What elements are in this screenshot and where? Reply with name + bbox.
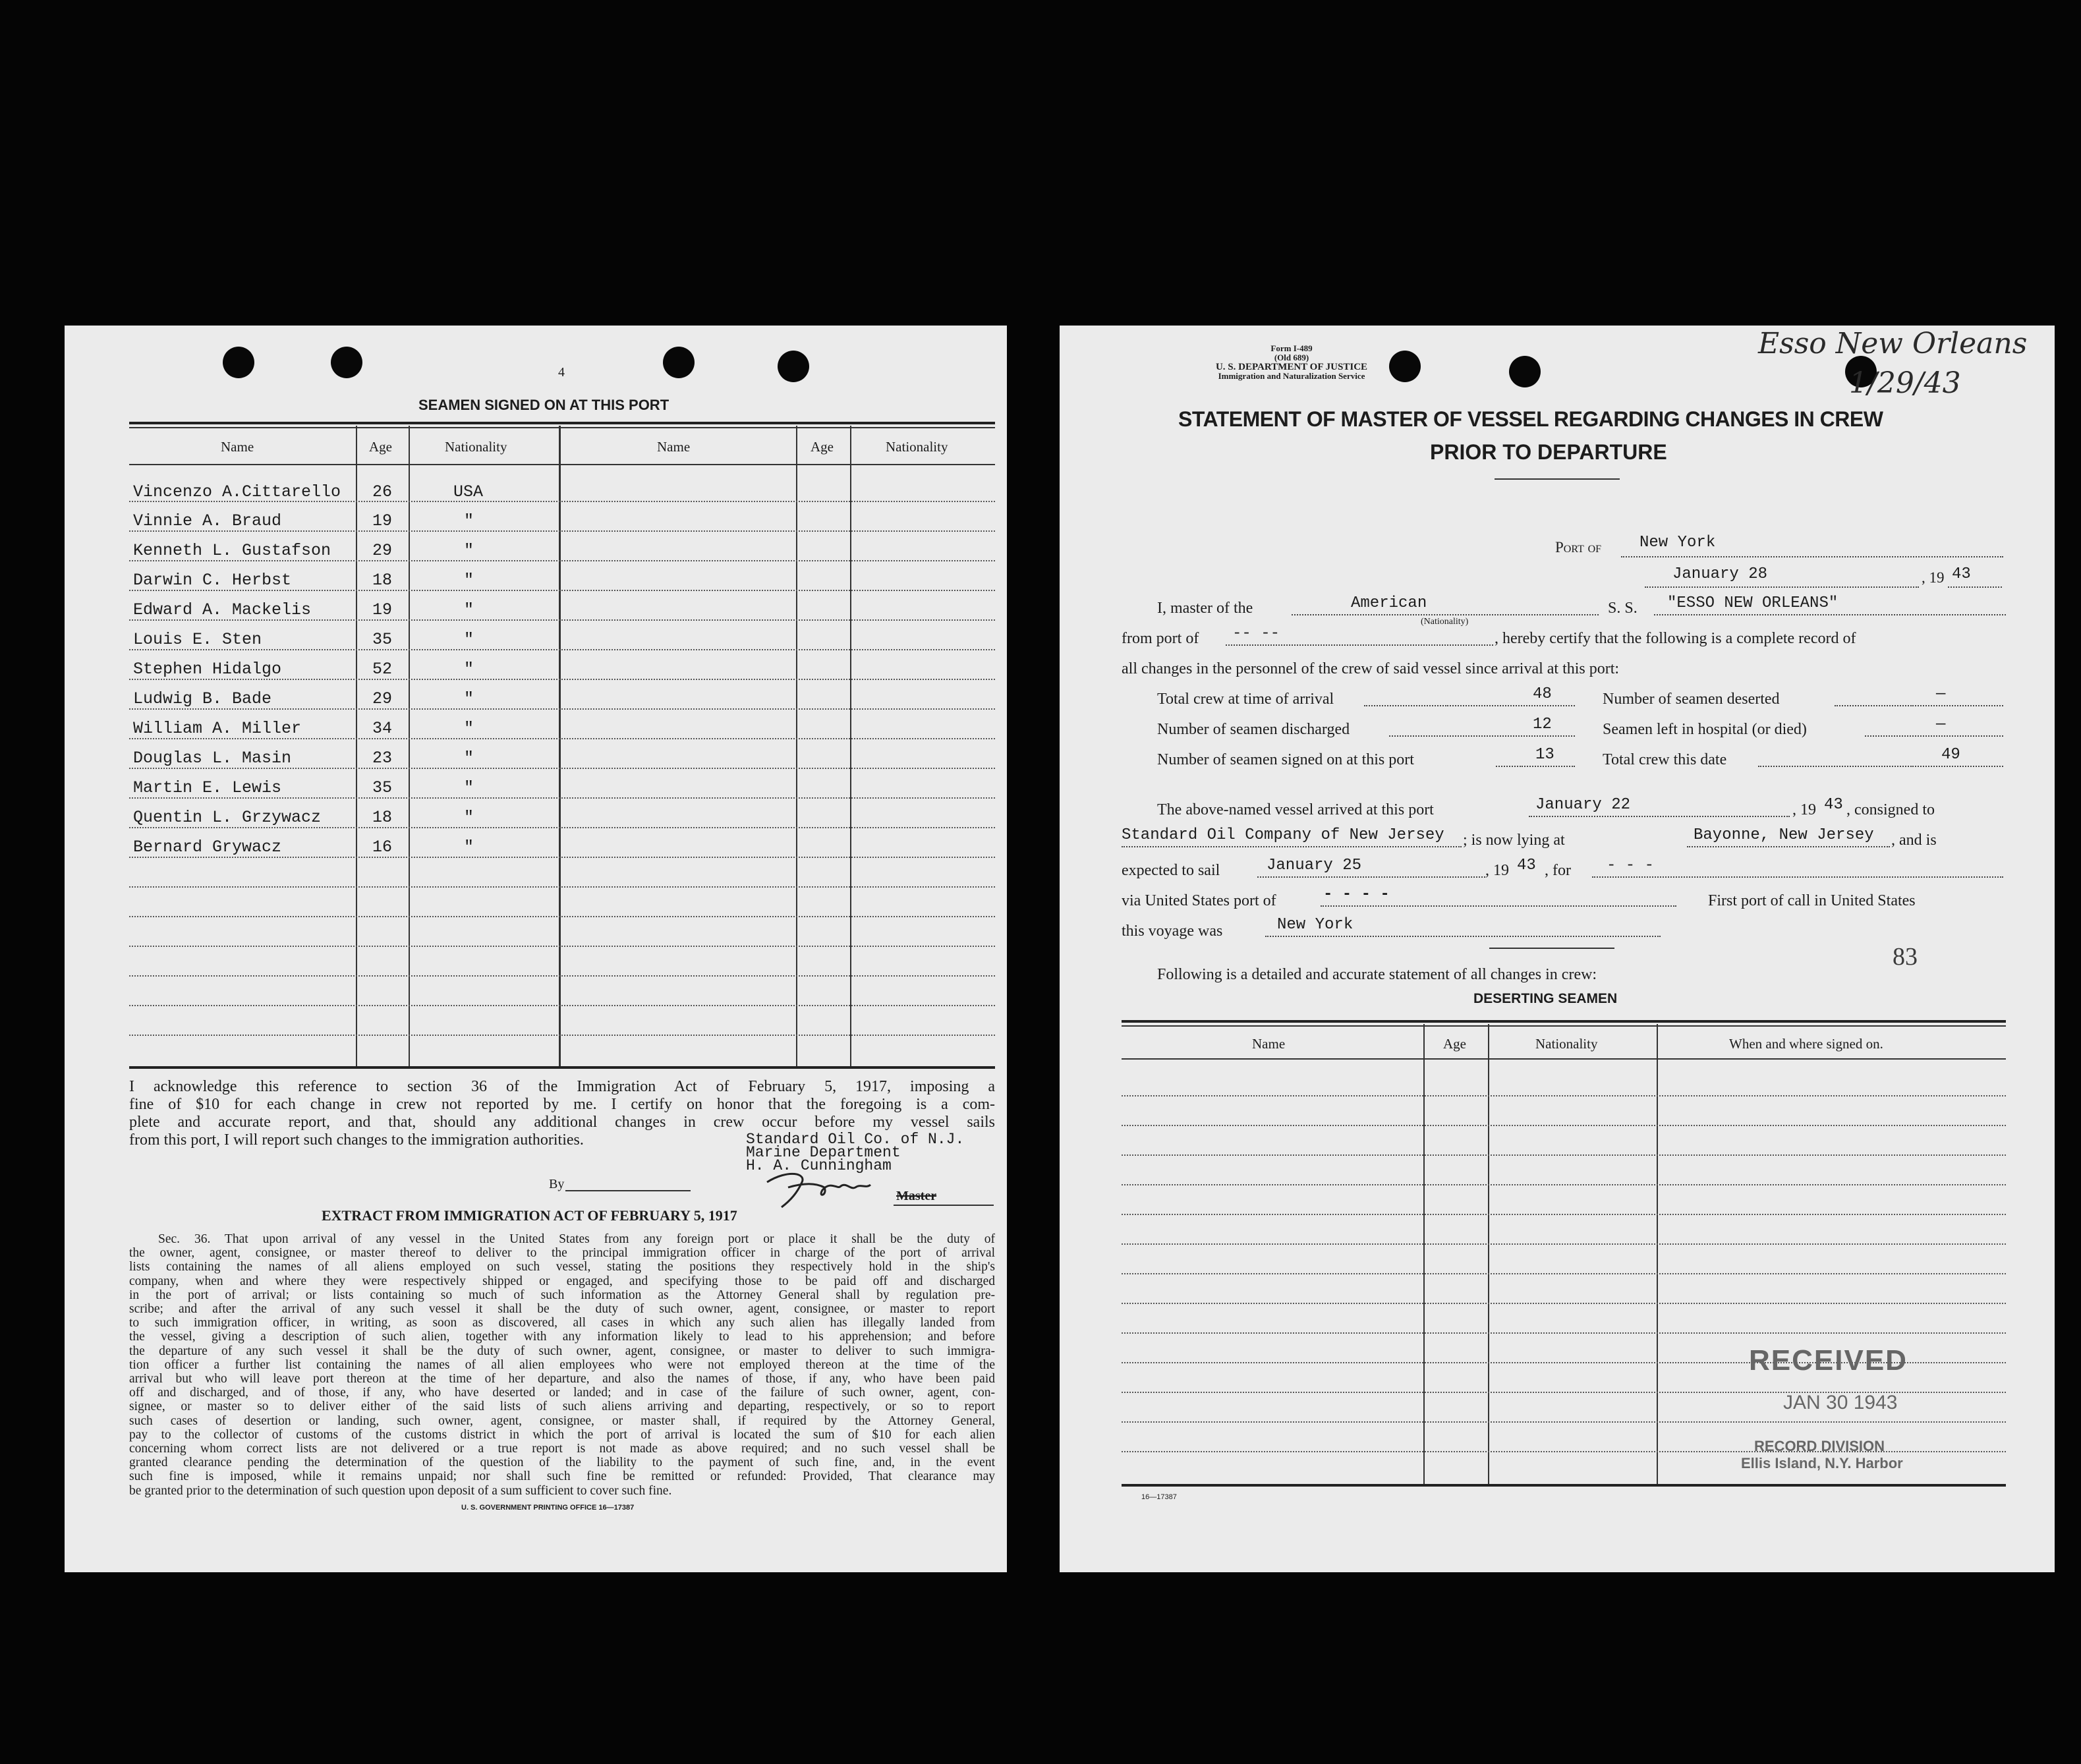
row-line: [1122, 1095, 2006, 1096]
column-divider: [1488, 1024, 1489, 1485]
row-line: [129, 679, 995, 680]
footer-code: 16—17387: [1141, 1493, 1177, 1501]
row-line: [129, 590, 995, 591]
value-line: [1915, 705, 2003, 706]
column-divider: [796, 426, 797, 1067]
leader-dots: [1389, 735, 1448, 737]
leader-dots: [1758, 766, 1914, 767]
value-line: [1450, 705, 1575, 706]
seaman-nationality: USA: [453, 482, 484, 501]
lying-value: Bayonne, New Jersey: [1694, 826, 1874, 844]
voyage-line: [1265, 936, 1661, 937]
from-port-line: [1226, 644, 1493, 646]
column-header: Age: [369, 439, 392, 455]
seaman-nationality: ": [464, 719, 474, 738]
by-label: By: [549, 1177, 565, 1191]
discharged-value: 12: [1533, 716, 1552, 733]
seaman-name: Vincenzo A.Cittarello: [133, 482, 341, 501]
total-crew-date-label: Total crew this date: [1603, 751, 1727, 768]
row-line: [129, 886, 995, 888]
sail-date-value: January 25: [1267, 857, 1362, 874]
seaman-age: 26: [372, 482, 393, 501]
row-line: [1122, 1243, 2006, 1245]
seaman-age: 18: [372, 571, 393, 590]
row-line: [129, 827, 995, 828]
column-header: Nationality: [1535, 1036, 1598, 1052]
row-line: [129, 946, 995, 947]
year-line: [1948, 586, 2002, 588]
column-divider: [356, 426, 357, 1067]
master-line: [894, 1205, 994, 1206]
column-header: Name: [1252, 1036, 1286, 1052]
punch-hole: [331, 347, 362, 378]
received-stamp-title: RECEIVED: [1749, 1344, 1908, 1377]
row-line: [129, 708, 995, 710]
from-port-label: from port of: [1122, 630, 1199, 647]
table-top-rule: [1122, 1020, 2006, 1023]
signature-line: [565, 1190, 691, 1191]
table-rule: [129, 427, 995, 428]
total-crew-arrival-value: 48: [1533, 685, 1552, 703]
for-line: [1592, 876, 2003, 878]
acknowledgement-line: plete and accurate report, and that, should any additional changes in crew occur before my vessel sails: [129, 1114, 995, 1131]
column-header: Name: [221, 439, 254, 455]
extract-line: scribe; and after the arrival of any such vessel it shall be the duty of such owner, agent, consignee, or master to report: [129, 1302, 995, 1317]
column-divider: [1657, 1024, 1658, 1485]
leader-dots: [1364, 705, 1448, 706]
seaman-name: William A. Miller: [133, 719, 302, 738]
for-label: , for: [1545, 862, 1571, 879]
seaman-nationality: ": [464, 689, 474, 708]
form-number: Form I-489: [1270, 343, 1313, 353]
via-value: - - - -: [1323, 886, 1390, 903]
row-line: [129, 649, 995, 650]
extract-line: Sec. 36. That upon arrival of any vessel in the United States from any foreign port or place it shall be the duty of: [158, 1232, 995, 1246]
for-value: - - -: [1607, 857, 1655, 874]
extract-line: lists containing the names of all aliens employed on such vessel, stating the positions they respectively hold in the ship's: [129, 1260, 995, 1274]
seaman-name: Martin E. Lewis: [133, 778, 282, 797]
extract-line: granted clearance pending the determination of the question of the liability to the payment of such fine, and, in the event: [129, 1456, 995, 1470]
extract-line: such cases of desertion or landing, such owner, agent, consignee, or master shall, if required by the Attorney General,: [129, 1413, 995, 1428]
extract-line: to such immigration officer, in writing, as soon as discovered, all cases in which any such alien has illegally landed from: [129, 1316, 995, 1330]
received-stamp-date: JAN 30 1943: [1783, 1392, 1898, 1413]
arrived-year-prefix: , 19: [1792, 801, 1816, 818]
seaman-name: Vinnie A. Braud: [133, 511, 282, 530]
form-old-number: (Old 689): [1274, 353, 1309, 362]
row-line: [1122, 1421, 2006, 1423]
service-name: Immigration and Naturalization Service: [1218, 371, 1365, 381]
seaman-nationality: ": [464, 660, 474, 679]
seaman-nationality: ": [464, 511, 474, 530]
year-prefix: , 19: [1922, 569, 1945, 586]
row-line: [1122, 1214, 2006, 1215]
vessel-name: "ESSO NEW ORLEANS": [1667, 594, 1839, 612]
row-line: [129, 797, 995, 799]
column-header: Age: [811, 439, 834, 455]
sail-year-value: 43: [1517, 857, 1536, 874]
row-line: [129, 768, 995, 769]
punch-hole: [223, 347, 254, 378]
extract-line: concerning whom correct lists are not delivered or a true report is not made as above required; and no such vessel shall be: [129, 1442, 995, 1456]
port-line: [1621, 556, 2003, 557]
table-rule: [1122, 1025, 2006, 1027]
seaman-nationality: ": [464, 808, 474, 827]
column-divider: [1423, 1024, 1425, 1485]
printer-line: U. S. GOVERNMENT PRINTING OFFICE 16—17387: [461, 1504, 635, 1512]
header-rule: [129, 464, 995, 465]
from-port-value: -- --: [1232, 625, 1280, 642]
punch-hole: [778, 351, 809, 382]
seaman-age: 16: [372, 838, 393, 857]
port-value: New York: [1639, 534, 1716, 552]
seaman-name: Stephen Hidalgo: [133, 660, 282, 679]
master-signature: [762, 1164, 874, 1210]
value-line: [1520, 766, 1575, 767]
certify-text: , hereby certify that the following is a complete record of: [1495, 630, 1856, 647]
seaman-name: Louis E. Sten: [133, 630, 262, 649]
date-line: [1645, 586, 1919, 588]
column-header: Nationality: [445, 439, 507, 455]
column-divider: [559, 426, 561, 1067]
row-line: [129, 916, 995, 917]
extract-line: tion officer a further list containing the names of all alien employees who were not employed thereon at the time of the: [129, 1357, 995, 1372]
sail-date-line: [1257, 876, 1485, 878]
table-top-rule: [129, 422, 995, 424]
seaman-age: 29: [372, 689, 393, 708]
row-line: [129, 857, 995, 858]
company-stamp-line: Marine Department: [746, 1144, 901, 1161]
seaman-name: Ludwig B. Bade: [133, 689, 272, 708]
statement-title-line1: STATEMENT OF MASTER OF VESSEL REGARDING CHANGES IN CREW: [1178, 407, 1883, 431]
voyage-value: New York: [1277, 916, 1354, 934]
section-rule: [1489, 948, 1614, 949]
seaman-age: 29: [372, 541, 393, 560]
acknowledgement-line: fine of $10 for each change in crew not reported by me. I certify on honor that the foregoing is a com-: [129, 1096, 995, 1113]
row-line: [1122, 1303, 2006, 1304]
extract-line: pay to the collector of customs of the customs district in which the port of arrival is located the sum of $10 for each alien: [129, 1427, 995, 1442]
lying-line: [1687, 846, 1890, 847]
extract-line: in the port of arrival; or lists containing so much of such information as the Attorney General shall by regulation pre-: [129, 1288, 995, 1302]
seaman-name: Kenneth L. Gustafson: [133, 541, 331, 560]
seaman-age: 19: [372, 511, 393, 530]
value-line: [1450, 735, 1575, 737]
year-value: 43: [1952, 565, 1971, 583]
value-line: [1915, 766, 2003, 767]
total-crew-date-value: 49: [1941, 746, 1960, 764]
acknowledgement-line: I acknowledge this reference to section 36 of the Immigration Act of February 5, 1917, imposing a: [129, 1078, 995, 1095]
seaman-age: 18: [372, 808, 393, 827]
and-is-label: , and is: [1891, 832, 1937, 849]
row-line: [129, 1005, 995, 1006]
via-line: [1321, 905, 1676, 907]
seaman-name: Bernard Grywacz: [133, 838, 282, 857]
column-header: Nationality: [886, 439, 948, 455]
seaman-age: 19: [372, 600, 393, 619]
form-header: [1196, 344, 1387, 381]
right-page: [1060, 326, 2055, 1572]
consignee-line: [1122, 846, 1462, 847]
extract-line: be granted prior to the determination of such question upon deposit of a sum sufficient to cover such fine.: [129, 1483, 672, 1498]
value-line: [1915, 735, 2003, 737]
vessel-line: [1654, 614, 2006, 615]
table-bottom-rule: [1122, 1484, 2006, 1487]
seaman-nationality: ": [464, 571, 474, 590]
deserting-title: DESERTING SEAMEN: [1473, 991, 1618, 1006]
seaman-name: Quentin L. Grzywacz: [133, 808, 322, 827]
section-title: SEAMEN SIGNED ON AT THIS PORT: [418, 397, 670, 413]
deserted-label: Number of seamen deserted: [1603, 691, 1780, 708]
row-line: [129, 975, 995, 977]
extract-line: the vessel, giving a description of such alien, together with any information likely to lead to his apprehension; and before: [129, 1330, 995, 1344]
master-label: Master: [896, 1189, 937, 1203]
nationality-line: [1292, 614, 1599, 615]
extract-line: company, when and where they were respectively shipped or engaged, and specifying those to be paid off and discharged: [129, 1274, 995, 1288]
deserted-value: —: [1936, 685, 1946, 703]
via-label: via United States port of: [1122, 892, 1276, 909]
seaman-age: 35: [372, 778, 393, 797]
row-line: [129, 530, 995, 532]
left-page: [65, 326, 1007, 1572]
arrived-year-value: 43: [1824, 796, 1843, 814]
arrived-date-value: January 22: [1535, 796, 1631, 814]
extract-line: signee, or master so to deliver either of the said lists of such aliens arriving and departing, respectively, or so to report: [129, 1400, 995, 1414]
master-label: I, master of the: [1157, 600, 1253, 617]
page-number-stamp: 83: [1893, 943, 1918, 971]
received-stamp-location: Ellis Island, N.Y. Harbor: [1741, 1455, 1903, 1471]
column-divider: [409, 426, 410, 1067]
received-stamp-division: RECORD DIVISION: [1754, 1438, 1885, 1454]
row-line: [129, 619, 995, 621]
discharged-label: Number of seamen discharged: [1157, 721, 1350, 738]
seaman-nationality: ": [464, 838, 474, 857]
arrived-label: The above-named vessel arrived at this port: [1157, 801, 1434, 818]
punch-hole: [663, 347, 695, 378]
column-header: When and where signed on.: [1729, 1036, 1883, 1052]
extract-text: [129, 1232, 995, 1498]
nationality-value: American: [1351, 594, 1427, 612]
row-line: [1122, 1273, 2006, 1274]
date-value: January 28: [1672, 565, 1768, 583]
expected-label: expected to sail: [1122, 862, 1220, 879]
handwritten-vessel-note: Esso New Orleans: [1758, 327, 2028, 360]
voyage-label: this voyage was: [1122, 923, 1223, 940]
seaman-age: 23: [372, 749, 393, 768]
title-rule: [1495, 478, 1620, 480]
leader-dots: [1865, 735, 1914, 737]
seaman-nationality: ": [464, 749, 474, 768]
seaman-age: 35: [372, 630, 393, 649]
total-crew-arrival-label: Total crew at time of arrival: [1157, 691, 1334, 708]
header-rule: [1122, 1058, 2006, 1060]
leader-dots: [1835, 705, 1914, 706]
signed-on-value: 13: [1535, 746, 1554, 764]
handwritten-date-note: 1/29/43: [1849, 366, 1961, 400]
consigned-label: , consigned to: [1846, 801, 1935, 818]
extract-line: off and discharged, and of those, if any, who have deserted or landed; and in case of the failure of such owner, agent, con-: [129, 1386, 995, 1400]
punch-hole: [1389, 351, 1421, 382]
leader-dots: [1496, 766, 1518, 767]
extract-line: the owner, agent, consignee, or master thereof to deliver to the principal immigration officer in charge of the port of arrival: [129, 1246, 995, 1261]
nationality-caption: (Nationality): [1421, 617, 1469, 627]
seaman-nationality: ": [464, 778, 474, 797]
acknowledgement-line: from this port, I will report such changes to the immigration authorities.: [129, 1131, 584, 1149]
seaman-nationality: ": [464, 541, 474, 560]
column-header: Age: [1443, 1036, 1466, 1052]
punch-hole: [1509, 356, 1541, 387]
seaman-name: Douglas L. Masin: [133, 749, 292, 768]
hospital-value: —: [1936, 716, 1946, 733]
row-line: [1122, 1184, 2006, 1185]
extract-line: the departure of any such vessel it shall be the duty of such owner, agent, consignee, or master to deliver to such immigra-: [129, 1344, 995, 1358]
column-divider: [850, 426, 851, 1067]
row-line: [129, 738, 995, 739]
row-line: [1122, 1125, 2006, 1126]
following-text: Following is a detailed and accurate statement of all changes in crew:: [1157, 966, 1597, 983]
column-header: Name: [657, 439, 691, 455]
table-bottom-rule: [129, 1066, 995, 1069]
row-line: [1122, 1154, 2006, 1156]
consignee-value: Standard Oil Company of New Jersey: [1122, 826, 1444, 844]
extract-line: such fine is imposed, while it remains unpaid; nor shall such fine be remitted or refunded: Provided, That clearance may: [129, 1469, 995, 1484]
seaman-age: 52: [372, 660, 393, 679]
extract-title: EXTRACT FROM IMMIGRATION ACT OF FEBRUARY 5, 1917: [322, 1207, 737, 1224]
company-stamp-line: Standard Oil Co. of N.J.: [746, 1131, 965, 1148]
company-stamp-line: H. A. Cunningham: [746, 1157, 892, 1174]
extract-line: arrival but who will leave port thereon at the time of her departure, and also the names of those, if any, who have been paid: [129, 1372, 995, 1386]
department-name: U. S. DEPARTMENT OF JUSTICE: [1215, 362, 1368, 372]
row-line: [129, 560, 995, 561]
row-line: [1122, 1332, 2006, 1334]
seaman-nationality: ": [464, 630, 474, 649]
statement-title-line2: PRIOR TO DEPARTURE: [1430, 440, 1667, 464]
changes-text: all changes in the personnel of the crew of said vessel since arrival at this port:: [1122, 660, 1620, 677]
seaman-nationality: ": [464, 600, 474, 619]
signed-on-label: Number of seamen signed on at this port: [1157, 751, 1414, 768]
port-label: Port of: [1555, 539, 1602, 555]
page-number: 4: [558, 365, 565, 380]
row-line: [129, 1035, 995, 1036]
seaman-name: Edward A. Mackelis: [133, 600, 312, 619]
ss-label: S. S.: [1608, 600, 1638, 617]
sail-year-prefix: , 19: [1485, 862, 1509, 879]
hospital-label: Seamen left in hospital (or died): [1603, 721, 1807, 738]
seaman-age: 34: [372, 719, 393, 738]
seaman-name: Darwin C. Herbst: [133, 571, 292, 590]
lying-label: ; is now lying at: [1463, 832, 1565, 849]
arrived-date-line: [1529, 816, 1790, 817]
first-port-label: First port of call in United States: [1708, 892, 1916, 909]
